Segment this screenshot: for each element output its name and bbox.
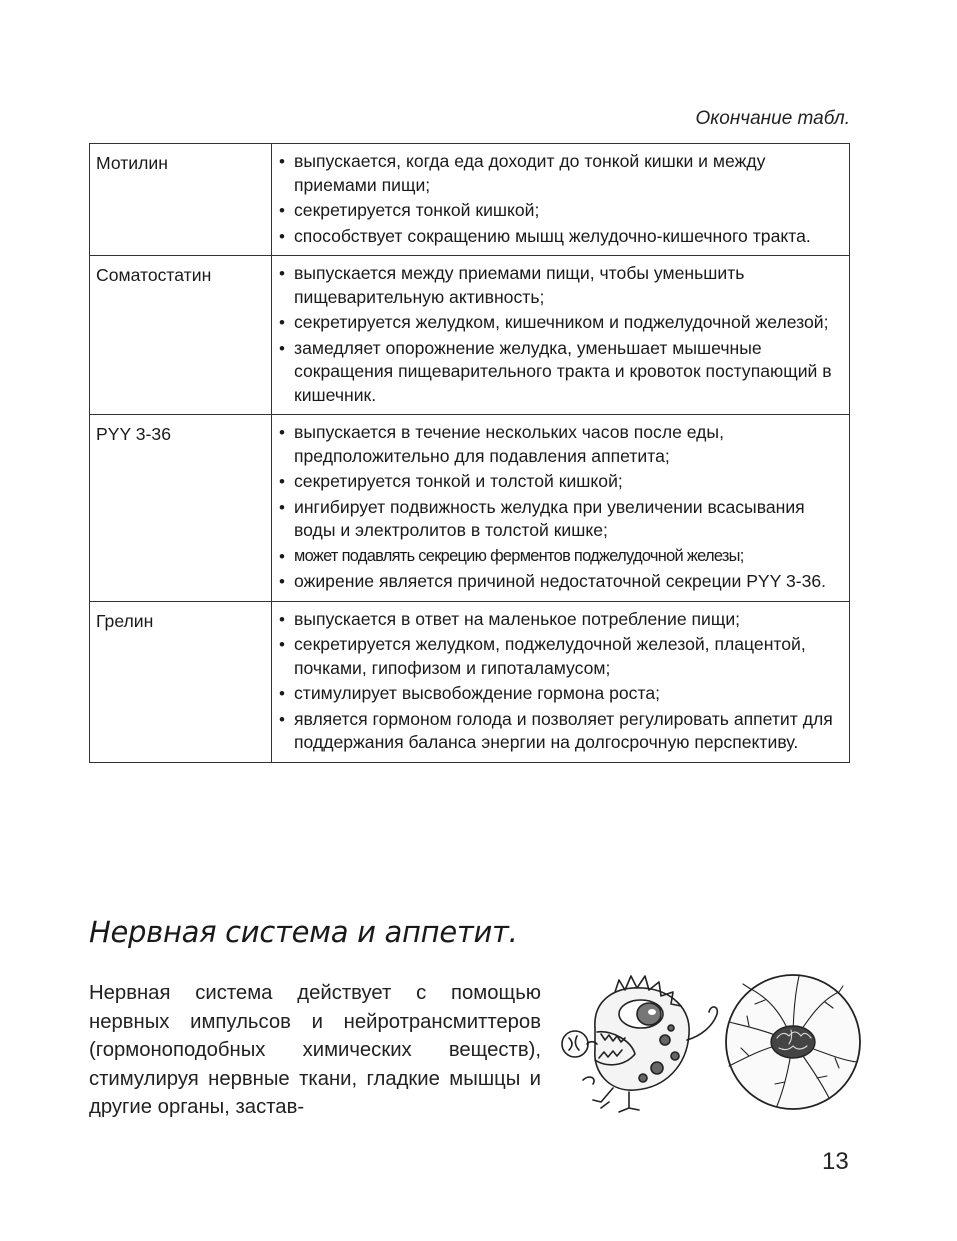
brain-illustration [726,975,860,1109]
hormone-name: Грелин [90,601,272,762]
hormone-table [89,143,850,763]
fact-item: • стимулирует высвобождение гормона роста; [278,682,841,706]
illustration [553,970,863,1120]
body-paragraph: Нервная система действует с помощью нервных импульсов и нейротрансмиттеров (гормоноподобных химических веществ), стимулируя нервные ткани, гладкие мышцы и другие органы, застав- [89,982,541,1118]
fact-item: • выпускается между приемами пищи, чтобы уменьшить пищеварительную активность; [278,262,841,309]
table-continuation-label: Окончание табл. [695,108,850,129]
table-row [90,601,850,762]
fact-item: • выпускается в течение нескольких часов после еды, предположительно для подавления аппетита; [278,421,841,468]
fact-item: • является гормоном голода и позволяет регулировать аппетит для поддержания баланса энергии на долгосрочную перспективу. [278,708,841,755]
page-number: 13 [822,1148,849,1175]
monster-illustration [562,976,717,1112]
fact-item: • секретируется тонкой и толстой кишкой; [278,470,841,494]
table-row [90,256,850,415]
fact-item: • замедляет опорожнение желудка, уменьшает мышечные сокращения пищеварительного тракта и кровоток поступающий в кишечник. [278,337,841,408]
table-row [90,415,850,602]
table-row [90,144,850,256]
hormone-facts [278,262,841,407]
hormone-facts [278,421,841,594]
fact-item: • может подавлять секрецию ферментов поджелудочной железы; [278,545,841,569]
fact-item: • способствует сокращению мышц желудочно-кишечного тракта. [278,225,841,249]
section-heading: Нервная система и аппетит. [89,915,518,949]
fact-item: • ингибирует подвижность желудка при увеличении всасывания воды и электролитов в толстой кишке; [278,496,841,543]
hormone-facts [278,608,841,755]
hormone-facts [278,150,841,248]
fact-item: • выпускается, когда еда доходит до тонкой кишки и между приемами пищи; [278,150,841,197]
fact-item: • выпускается в ответ на маленькое потребление пищи; [278,608,841,632]
fact-item: • секретируется желудком, поджелудочной железой, плацентой, почками, гипофизом и гипоталамусом; [278,633,841,680]
hormone-name: Мотилин [90,144,272,256]
fact-item: • ожирение является причиной недостаточной секреции PYY 3-36. [278,570,841,594]
fact-item: • секретируется тонкой кишкой; [278,199,841,223]
hormone-name: Соматостатин [90,256,272,415]
hormone-name: PYY 3-36 [90,415,272,602]
fact-item: • секретируется желудком, кишечником и поджелудочной железой; [278,311,841,335]
